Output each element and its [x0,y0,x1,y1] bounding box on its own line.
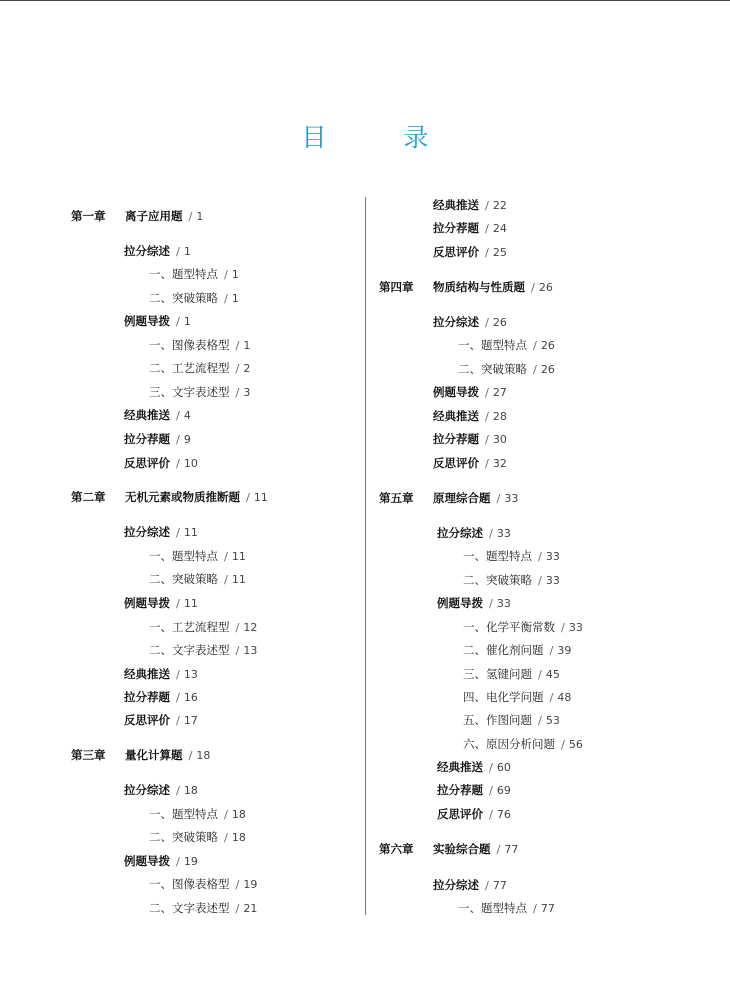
page-separator: / [561,620,565,634]
toc-section-item[interactable] [437,523,511,543]
page-separator: / [176,690,180,704]
page-separator: / [176,432,180,446]
toc-subitem[interactable] [149,264,239,284]
toc-section-item[interactable] [433,453,507,473]
page-separator: / [235,361,240,375]
entry-label: 例题导拨 [437,596,483,610]
toc-section-item[interactable] [124,311,191,331]
page-separator: / [235,901,240,915]
page-number: 33 [496,597,511,610]
entry-label: 拉分综述 [437,526,483,540]
page-number: 77 [504,843,519,856]
entry-label: 反思评价 [433,245,479,259]
entry-label: 拉分综述 [433,878,479,892]
page-separator: / [489,526,493,540]
toc-subitem[interactable] [463,546,560,566]
chapter-title: 物质结构与性质题 [433,280,525,294]
page-number: 28 [492,410,507,423]
entry-label: 二、文字表述型 [149,643,230,657]
page-number: 19 [243,878,258,891]
page-separator: / [549,690,554,704]
page-number: 12 [243,621,258,634]
toc-section-item[interactable] [124,405,191,425]
chapter-number: 第一章 [71,209,106,223]
page-separator: / [496,842,501,856]
page-separator: / [176,456,180,470]
page-number: 76 [496,808,511,821]
entry-label: 拉分综述 [124,525,170,539]
toc-section-item[interactable] [437,593,511,613]
toc-subitem[interactable] [149,569,246,589]
entry-label: 例题导拨 [124,314,170,328]
page-separator: / [224,549,228,563]
page-number: 69 [496,784,511,797]
chapter-heading[interactable] [71,745,210,765]
page-number: 18 [183,784,198,797]
page-number: 1 [231,292,239,305]
page-separator: / [176,783,180,797]
page-separator: / [485,198,489,212]
entry-label: 三、氢键问题 [463,667,532,681]
page-separator: / [485,245,489,259]
toc-section-item[interactable] [124,710,198,730]
entry-label: 经典推送 [433,409,479,423]
page-number: 26 [540,339,555,352]
entry-label: 拉分荐题 [124,432,170,446]
entry-label: 五、作图问题 [463,713,532,727]
toc-subitem[interactable] [149,358,250,378]
page-number: 16 [183,691,198,704]
entry-label: 二、工艺流程型 [149,361,230,375]
page-separator: / [538,713,542,727]
chapter-heading[interactable] [379,277,553,297]
toc-section-item[interactable] [124,780,198,800]
entry-label: 例题导拨 [124,854,170,868]
page-number: 1 [243,339,251,352]
toc-subitem[interactable] [149,640,257,660]
toc-section-item[interactable] [124,851,198,871]
chapter-number: 第六章 [379,842,414,856]
page-number: 60 [496,761,511,774]
page-number: 4 [183,409,191,422]
chapter-heading[interactable] [71,206,203,226]
entry-label: 经典推送 [437,760,483,774]
entry-label: 反思评价 [124,713,170,727]
entry-label: 六、原因分析问题 [463,737,555,751]
entry-label: 三、文字表述型 [149,385,230,399]
page-number: 11 [183,597,198,610]
page-number: 32 [492,457,507,470]
page-separator: / [176,596,180,610]
entry-label: 二、突破策略 [149,572,218,586]
toc-section-item[interactable] [124,687,198,707]
chapter-title: 实验综合题 [433,842,491,856]
toc-subitem[interactable] [463,710,560,730]
page-number: 1 [231,268,239,281]
page-number: 11 [183,526,198,539]
entry-label: 反思评价 [433,456,479,470]
chapter-title: 量化计算题 [125,748,183,762]
page-separator: / [485,878,489,892]
page-number: 53 [545,714,560,727]
entry-label: 一、题型特点 [149,549,218,563]
entry-label: 拉分荐题 [433,221,479,235]
page-separator: / [485,409,489,423]
page-number: 18 [231,808,246,821]
page-separator: / [246,490,250,504]
chapter-title: 离子应用题 [125,209,183,223]
page-number: 10 [183,457,198,470]
page-separator: / [235,620,240,634]
page-number: 1 [183,315,191,328]
toc-section-item[interactable] [433,875,507,895]
page-separator: / [485,456,489,470]
toc-subitem[interactable] [463,570,560,590]
page-separator: / [561,737,565,751]
entry-label: 一、图像表格型 [149,338,230,352]
chapter-number: 第五章 [379,491,414,505]
toc-section-item[interactable] [124,429,191,449]
entry-label: 拉分综述 [433,315,479,329]
page-separator: / [489,760,493,774]
page-number: 17 [183,714,198,727]
toc-subitem[interactable] [463,640,571,660]
page-number: 13 [243,644,258,657]
chapter-heading[interactable] [71,487,268,507]
page-separator: / [235,338,240,352]
page-separator: / [538,549,542,563]
toc-section-item[interactable] [433,429,507,449]
page-number: 33 [504,492,519,505]
page-number: 33 [545,574,560,587]
entry-label: 拉分综述 [124,244,170,258]
toc-subitem[interactable] [463,687,571,707]
page-number: 77 [540,902,555,915]
page-number: 45 [545,668,560,681]
toc-section-item[interactable] [433,406,507,426]
page-separator: / [496,491,501,505]
toc-subitem[interactable] [149,617,257,637]
page-separator: / [533,901,537,915]
toc-section-item[interactable] [437,757,511,777]
toc-section-item[interactable] [433,382,507,402]
page-number: 19 [183,855,198,868]
entry-label: 一、工艺流程型 [149,620,230,634]
page-number: 77 [492,879,507,892]
page-separator: / [224,572,228,586]
page-number: 33 [568,621,583,634]
column-divider [365,197,366,915]
page-number: 18 [231,831,246,844]
page-separator: / [235,643,240,657]
top-border-line [0,0,730,1]
page-number: 24 [492,222,507,235]
page-separator: / [489,783,493,797]
entry-label: 经典推送 [433,198,479,212]
page-number: 33 [496,527,511,540]
page-number: 48 [557,691,572,704]
page-number: 2 [243,362,251,375]
page-number: 11 [231,550,246,563]
toc-subitem[interactable] [149,804,246,824]
page-number: 33 [545,550,560,563]
entry-label: 二、突破策略 [149,291,218,305]
entry-label: 二、突破策略 [458,362,527,376]
page-number: 26 [492,316,507,329]
entry-label: 经典推送 [124,667,170,681]
page-separator: / [485,432,489,446]
entry-label: 经典推送 [124,408,170,422]
toc-subitem[interactable] [149,898,257,918]
chapter-number: 第三章 [71,748,106,762]
toc-subitem[interactable] [149,546,246,566]
toc-subitem[interactable] [149,288,239,308]
entry-label: 二、催化剂问题 [463,643,544,657]
toc-subitem[interactable] [149,335,250,355]
entry-label: 一、题型特点 [149,807,218,821]
chapter-number: 第二章 [71,490,106,504]
page-title: 目 录 [301,123,455,152]
entry-label: 一、图像表格型 [149,877,230,891]
entry-label: 一、题型特点 [149,267,218,281]
entry-label: 二、突破策略 [149,830,218,844]
page-number: 25 [492,246,507,259]
toc-subitem[interactable] [463,664,560,684]
entry-label: 一、题型特点 [458,338,527,352]
toc-section-item[interactable] [433,242,507,262]
entry-label: 反思评价 [437,807,483,821]
toc-section-item[interactable] [433,195,507,215]
toc-section-item[interactable] [124,241,191,261]
toc-subitem[interactable] [463,734,583,754]
toc-subitem[interactable] [463,617,583,637]
page-number: 27 [492,386,507,399]
toc-section-item[interactable] [437,804,511,824]
page-number: 11 [253,491,268,504]
page-number: 26 [538,281,553,294]
chapter-title: 原理综合题 [433,491,491,505]
page-separator: / [176,408,180,422]
page-separator: / [489,807,493,821]
page-separator: / [533,362,537,376]
page-separator: / [533,338,537,352]
toc-subitem[interactable] [458,359,555,379]
page-separator: / [531,280,535,294]
page-separator: / [224,267,228,281]
page-number: 22 [492,199,507,212]
chapter-number: 第四章 [379,280,414,294]
page-separator: / [224,830,228,844]
toc-subitem[interactable] [149,874,257,894]
page-number: 21 [243,902,258,915]
page-number: 1 [196,210,204,223]
chapter-heading[interactable] [379,839,518,859]
entry-label: 例题导拨 [433,385,479,399]
toc-subitem[interactable] [458,898,555,918]
page-separator: / [224,807,228,821]
chapter-heading[interactable] [379,488,518,508]
toc-subitem[interactable] [149,382,250,402]
page-separator: / [549,643,554,657]
page-separator: / [176,713,180,727]
page-separator: / [485,221,489,235]
entry-label: 一、化学平衡常数 [463,620,555,634]
page-number: 9 [183,433,191,446]
page-separator: / [176,667,180,681]
entry-label: 反思评价 [124,456,170,470]
toc-section-item[interactable] [124,593,198,613]
page-number: 39 [557,644,572,657]
entry-label: 拉分荐题 [433,432,479,446]
toc-section-item[interactable] [124,522,198,542]
entry-label: 拉分综述 [124,783,170,797]
page-separator: / [176,244,180,258]
entry-label: 二、突破策略 [463,573,532,587]
page-number: 26 [540,363,555,376]
page-separator: / [176,314,180,328]
page-separator: / [485,315,489,329]
entry-label: 二、文字表述型 [149,901,230,915]
entry-label: 拉分荐题 [124,690,170,704]
entry-label: 一、题型特点 [458,901,527,915]
entry-label: 拉分荐题 [437,783,483,797]
page-separator: / [188,748,193,762]
entry-label: 四、电化学问题 [463,690,544,704]
page-number: 11 [231,573,246,586]
page-number: 18 [196,749,211,762]
page-number: 56 [568,738,583,751]
page-number: 1 [183,245,191,258]
page-number: 13 [183,668,198,681]
page-separator: / [176,854,180,868]
toc-section-item[interactable] [124,664,198,684]
page-separator: / [485,385,489,399]
page-separator: / [224,291,228,305]
page-separator: / [235,877,240,891]
entry-label: 一、题型特点 [463,549,532,563]
page-separator: / [235,385,240,399]
page-separator: / [538,667,542,681]
page-separator: / [176,525,180,539]
toc-section-item[interactable] [433,312,507,332]
page-separator: / [489,596,493,610]
toc-section-item[interactable] [124,453,198,473]
toc-subitem[interactable] [149,827,246,847]
page-separator: / [538,573,542,587]
toc-section-item[interactable] [437,780,511,800]
toc-section-item[interactable] [433,218,507,238]
toc-subitem[interactable] [458,335,555,355]
chapter-title: 无机元素或物质推断题 [125,490,240,504]
page-separator: / [188,209,193,223]
entry-label: 例题导拨 [124,596,170,610]
page-number: 30 [492,433,507,446]
page-number: 3 [243,386,251,399]
